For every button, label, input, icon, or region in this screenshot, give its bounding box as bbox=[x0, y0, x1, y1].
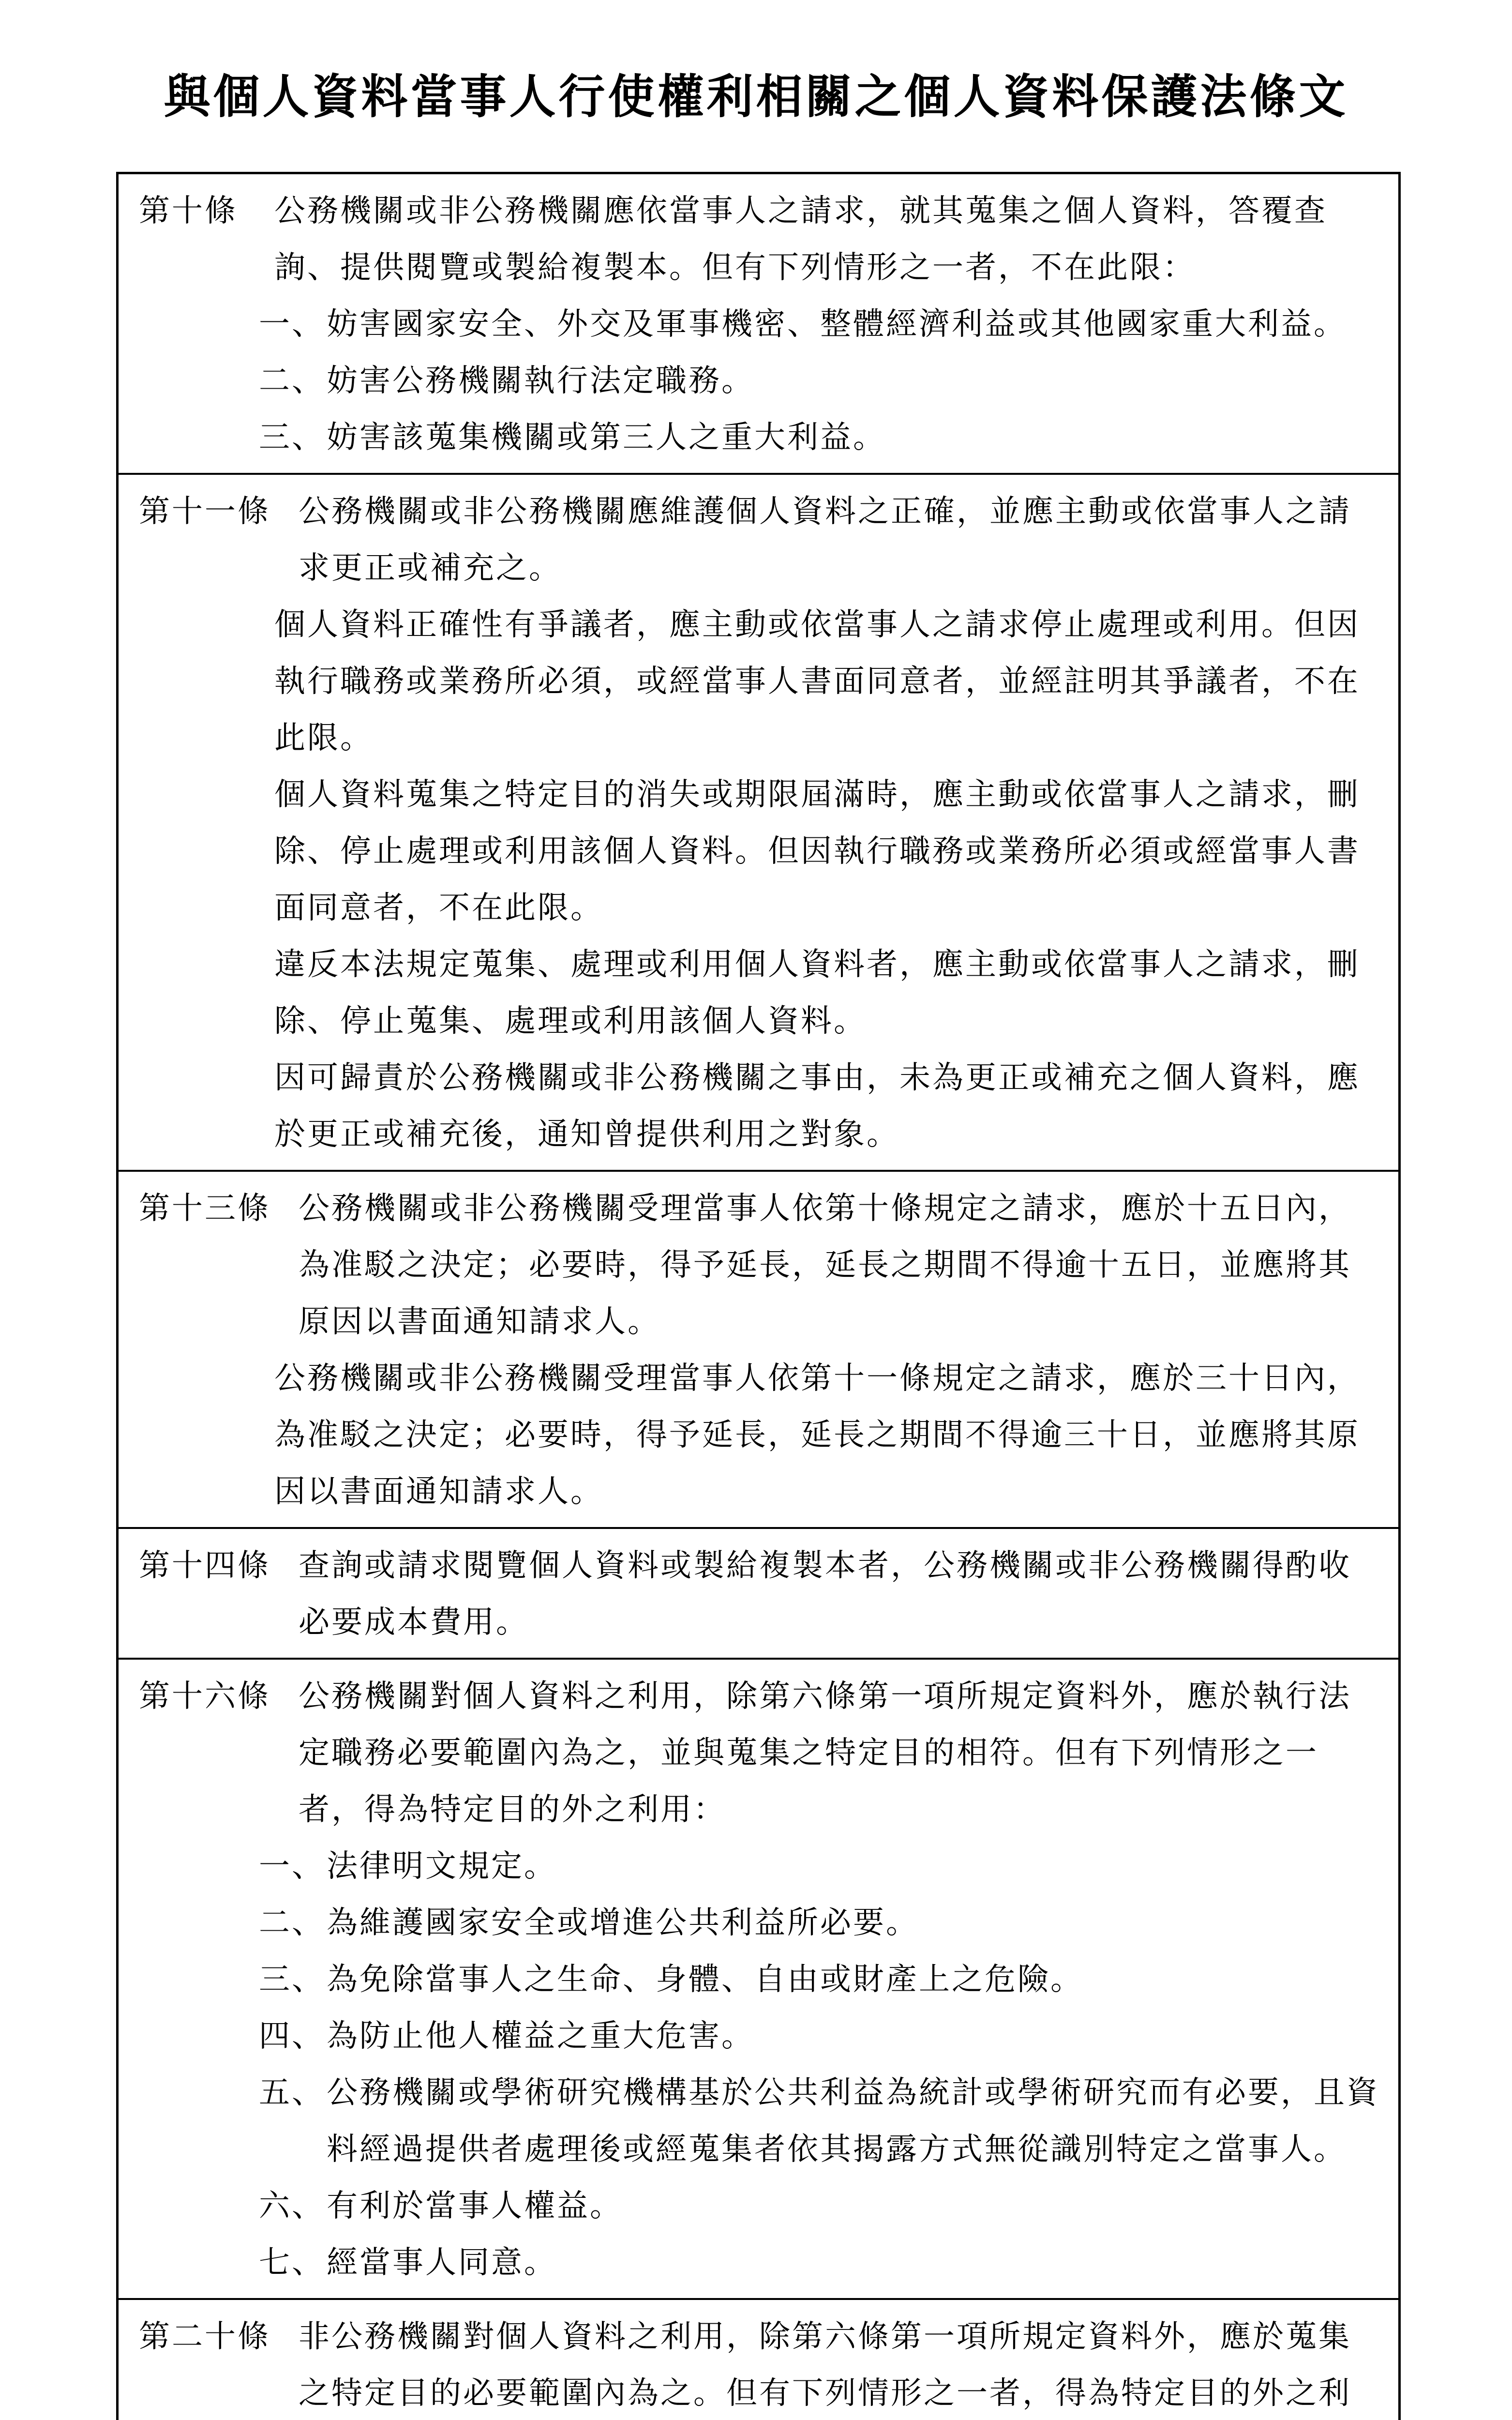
article-text: 非公務機關對個人資料之利用，除第六條第一項所規定資料外，應於蒐集之特定目的必要範圍內為之。但有下列情形之一者，得為特定目的外之利 bbox=[299, 2319, 1351, 2411]
item-text: 妨害國家安全、外交及軍事機密、整體經濟利益或其他國家重大利益。 bbox=[327, 306, 1347, 342]
article-paragraph bbox=[134, 1668, 1382, 1838]
article-paragraph bbox=[134, 2309, 1382, 2420]
item-text: 妨害公務機關執行法定職務。 bbox=[327, 363, 754, 399]
item-number: 六、 bbox=[259, 2188, 325, 2224]
item-number: 一、 bbox=[259, 1848, 325, 1884]
article-11 bbox=[119, 473, 1398, 1170]
article-label: 第十一條 bbox=[139, 494, 270, 529]
item-text: 法律明文規定。 bbox=[327, 1848, 557, 1884]
article-paragraph: 違反本法規定蒐集、處理或利用個人資料者，應主動或依當事人之請求，刪除、停止蒐集、處理或利用該個人資料。 bbox=[274, 947, 1360, 1039]
item-number: 四、 bbox=[259, 2018, 325, 2054]
article-text: 公務機關或非公務機關受理當事人依第十條規定之請求，應於十五日內，為准駁之決定；必要時，得予延長，延長之期間不得逾十五日，並應將其原因以書面通知請求人。 bbox=[299, 1191, 1351, 1340]
article-label: 第十條 bbox=[139, 193, 238, 229]
item-number: 五、 bbox=[259, 2075, 325, 2111]
article-label: 第十六條 bbox=[139, 1679, 270, 1714]
item-number: 二、 bbox=[259, 1905, 325, 1941]
list-item bbox=[134, 2178, 1382, 2235]
article-13 bbox=[119, 1170, 1398, 1527]
item-text: 為維護國家安全或增進公共利益所必要。 bbox=[327, 1905, 919, 1941]
list-item bbox=[134, 353, 1382, 409]
list-item bbox=[134, 1895, 1382, 1951]
article-label: 第二十條 bbox=[139, 2319, 270, 2355]
article-paragraph: 公務機關或非公務機關受理當事人依第十一條規定之請求，應於三十日內，為准駁之決定；必要時，得予延長，延長之期間不得逾三十日，並應將其原因以書面通知請求人。 bbox=[274, 1361, 1360, 1510]
article-paragraph bbox=[134, 1538, 1382, 1651]
item-text: 有利於當事人權益。 bbox=[327, 2188, 623, 2224]
article-text: 公務機關或非公務機關應依當事人之請求，就其蒐集之個人資料，答覆查詢、提供閱覽或製給複製本。但有下列情形之一者，不在此限： bbox=[274, 193, 1327, 286]
article-paragraph: 個人資料蒐集之特定目的消失或期限屆滿時，應主動或依當事人之請求，刪除、停止處理或利用該個人資料。但因執行職務或業務所必須或經當事人書面同意者，不在此限。 bbox=[274, 777, 1360, 926]
article-14 bbox=[119, 1527, 1398, 1658]
list-item bbox=[134, 296, 1382, 353]
item-text: 經當事人同意。 bbox=[327, 2245, 557, 2281]
article-paragraph: 個人資料正確性有爭議者，應主動或依當事人之請求停止處理或利用。但因執行職務或業務所必須，或經當事人書面同意者，並經註明其爭議者，不在此限。 bbox=[274, 607, 1360, 756]
article-10 bbox=[119, 174, 1398, 473]
item-number: 三、 bbox=[259, 1962, 325, 1997]
articles-table bbox=[116, 172, 1401, 2420]
list-item bbox=[134, 2235, 1382, 2291]
item-number: 一、 bbox=[259, 306, 325, 342]
article-paragraph bbox=[134, 1180, 1382, 1350]
list-item bbox=[134, 2065, 1382, 2178]
item-number: 二、 bbox=[259, 363, 325, 399]
article-16 bbox=[119, 1658, 1398, 2298]
item-text: 為免除當事人之生命、身體、自由或財產上之危險。 bbox=[327, 1962, 1083, 1997]
article-paragraph bbox=[134, 183, 1382, 296]
article-paragraph bbox=[134, 484, 1382, 597]
list-item bbox=[134, 2008, 1382, 2065]
article-label: 第十三條 bbox=[139, 1191, 270, 1226]
item-text: 公務機關或學術研究機構基於公共利益為統計或學術研究而有必要，且資料經過提供者處理後或經蒐集者依其揭露方式無從識別特定之當事人。 bbox=[327, 2075, 1379, 2167]
page-title: 與個人資料當事人行使權利相關之個人資料保護法條文 bbox=[164, 69, 1348, 124]
item-number: 三、 bbox=[259, 420, 325, 455]
list-item bbox=[134, 1838, 1382, 1895]
list-item bbox=[134, 409, 1382, 466]
item-text: 妨害該蒐集機關或第三人之重大利益。 bbox=[327, 420, 886, 455]
article-paragraph: 因可歸責於公務機關或非公務機關之事由，未為更正或補充之個人資料，應於更正或補充後，通知曾提供利用之對象。 bbox=[274, 1060, 1360, 1152]
list-item bbox=[134, 1951, 1382, 2008]
article-text: 公務機關或非公務機關應維護個人資料之正確，並應主動或依當事人之請求更正或補充之。 bbox=[299, 494, 1351, 586]
article-text: 公務機關對個人資料之利用，除第六條第一項所規定資料外，應於執行法定職務必要範圍內為之，並與蒐集之特定目的相符。但有下列情形之一者，得為特定目的外之利用： bbox=[299, 1679, 1351, 1828]
article-label: 第十四條 bbox=[139, 1548, 270, 1584]
item-number: 七、 bbox=[259, 2245, 325, 2281]
article-text: 查詢或請求閱覽個人資料或製給複製本者，公務機關或非公務機關得酌收必要成本費用。 bbox=[299, 1548, 1351, 1640]
item-text: 為防止他人權益之重大危害。 bbox=[327, 2018, 754, 2054]
article-20 bbox=[119, 2298, 1398, 2420]
